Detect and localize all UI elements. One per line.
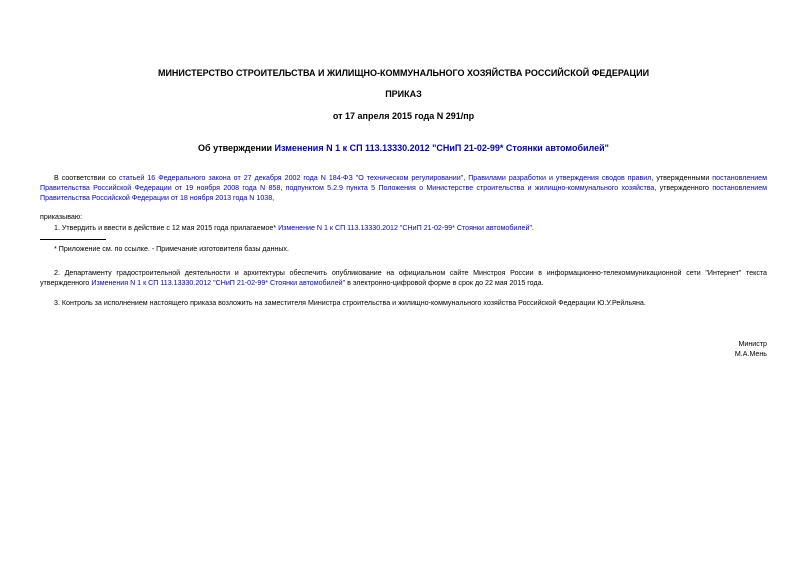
order-item-3: 3. Контроль за исполнением настоящего приказа возложить на заместителя Министра строительства и жилищно-коммунального хозяйства Российской Федерации Ю.У.Рейльяна. <box>54 299 646 307</box>
signature-name: М.А.Мень <box>734 350 767 358</box>
order-item-1-text: 1. Утвердить и ввести в действие с 12 мая 2015 года прилагаемое* <box>54 224 279 232</box>
orders-label: приказываю: <box>40 213 83 221</box>
subject-link[interactable]: Изменения N 1 к СП 113.13330.2012 "СНиП 21-02-99* Стоянки автомобилей" <box>274 143 609 153</box>
footnote: * Приложение см. по ссылке. - Примечание изготовителя базы данных. <box>54 245 289 253</box>
preamble-text-4: , <box>280 184 286 193</box>
preamble-text-1: В соответствии со <box>54 174 119 182</box>
signature-title: Министр <box>738 340 767 348</box>
footnote-divider <box>40 239 106 240</box>
document-type: ПРИКАЗ <box>385 89 422 99</box>
subject-prefix: Об утверждении <box>198 143 275 153</box>
document-date-number: от 17 апреля 2015 года N 291/пр <box>332 111 475 121</box>
order-item-1 <box>54 224 534 232</box>
preamble-text-6: , <box>272 194 275 203</box>
order-item-2 <box>40 268 767 288</box>
preamble-paragraph <box>40 173 767 204</box>
rules-link[interactable]: Правилами разработки и утверждения сводов правил <box>468 174 652 182</box>
preamble-text-3: , утвержденными <box>651 174 713 182</box>
preamble-text-2: , <box>463 174 469 182</box>
amendment-link-2[interactable]: Изменения N 1 к СП 113.13330.2012 "СНиП 21-02-99* Стоянки автомобилей" <box>91 279 346 288</box>
ministry-heading: МИНИСТЕРСТВО СТРОИТЕЛЬСТВА И ЖИЛИЩНО-КОММУНАЛЬНОГО ХОЗЯЙСТВА РОССИЙСКОЙ ФЕДЕРАЦИИ <box>157 68 650 78</box>
resolution-858-link[interactable]: постановлением Правительства Российской Федерации от 19 ноября 2008 года N 858 <box>40 174 767 193</box>
law-article-link[interactable]: статьей 16 Федерального закона от 27 декабря 2002 года N 184-ФЗ "О техническом регулировании" <box>118 174 464 182</box>
order-item-2-end: в электронно-цифровой форме в срок до 22 мая 2015 года. <box>345 279 544 288</box>
preamble-text-5: , утвержденного <box>654 184 713 193</box>
document-subject <box>0 143 807 153</box>
resolution-1038-link[interactable]: постановлением Правительства Российской Федерации от 18 ноября 2013 года N 1038 <box>40 184 768 203</box>
order-item-1-end: . <box>531 224 534 232</box>
regulation-link[interactable]: подпунктом 5.2.9 пункта 5 Положения о Министерстве строительства и жилищно-коммунального хозяйства <box>285 184 655 193</box>
order-item-2-text: 2. Департаменту градостроительной деятельности и архитектуры обеспечить опубликование на официальном сайте Минстроя России в информационно-телекоммуникационной сети "Интернет" текста утвержденного <box>40 269 767 288</box>
amendment-link[interactable]: Изменение N 1 к СП 113.13330.2012 "СНиП 21-02-99* Стоянки автомобилей" <box>278 224 532 232</box>
